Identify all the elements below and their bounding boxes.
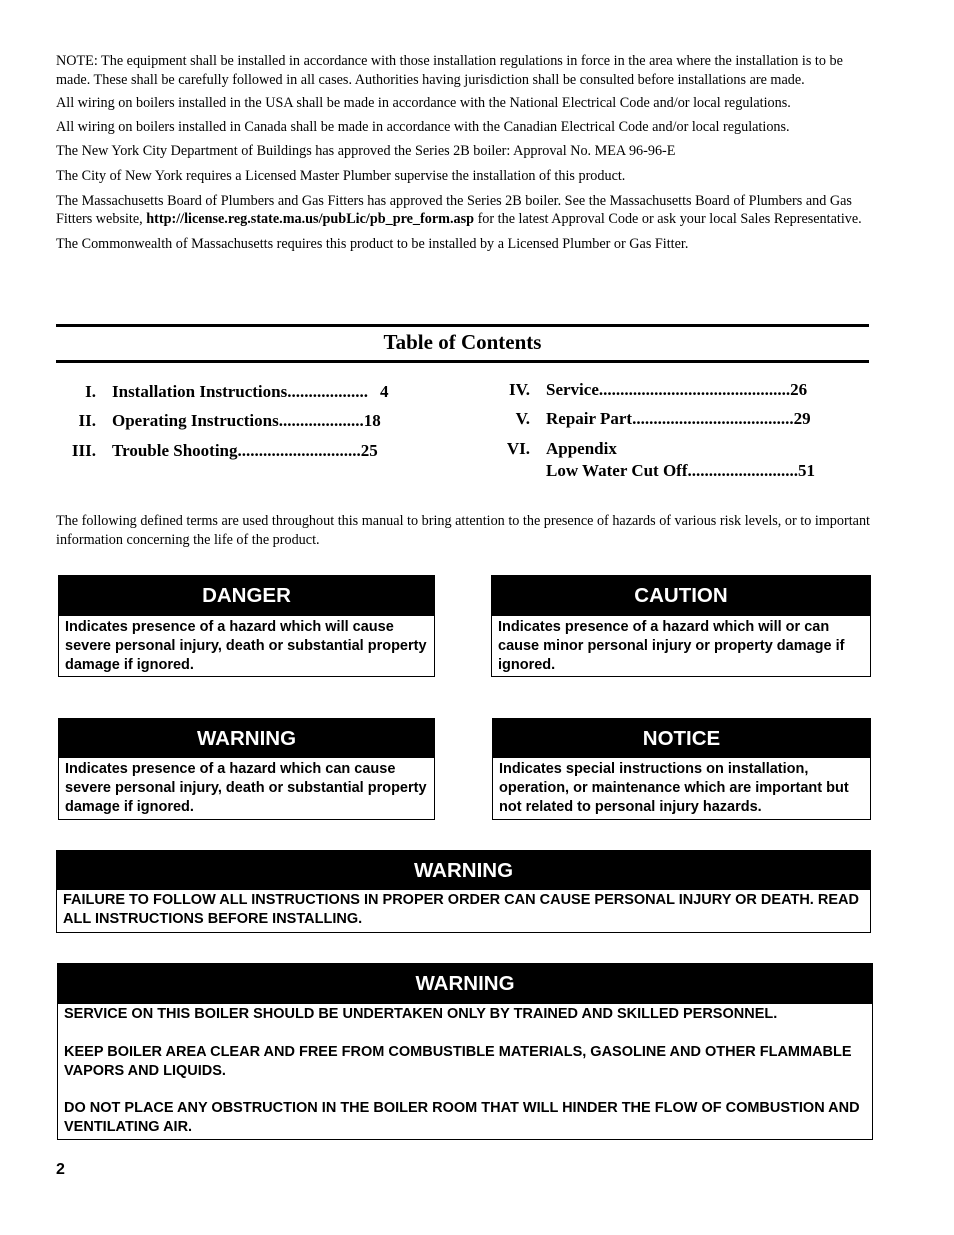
warning-service-text <box>58 1004 872 1137</box>
notice-text: Indicates special instructions on installation, operation, or maintenance which are important but not related to personal injury hazards. <box>499 761 849 815</box>
ma-note-text-after: for the latest Approval Code or ask your local Sales Representative. <box>474 211 862 228</box>
caution-box <box>491 575 871 677</box>
toc-entry-leader: .................... <box>278 411 364 430</box>
toc-entry-number: IV. <box>509 380 530 399</box>
danger-text: Indicates presence of a hazard which will cause severe personal injury, death or substantial property damage if ignored. <box>65 619 427 673</box>
caution-title: CAUTION <box>492 576 870 616</box>
toc-entry-leader: ................... <box>287 382 368 401</box>
note-nyc-approval: The New York City Department of Buildings has approved the Series 2B boiler: Approval No. MEA 96-96-E <box>56 143 676 160</box>
warning-definition-text: Indicates presence of a hazard which can cause severe personal injury, death or substantial property damage if ignored. <box>65 761 427 815</box>
warning-instructions-order-title: WARNING <box>57 851 870 890</box>
note-usa-wiring: All wiring on boilers installed in the USA shall be made in accordance with the National Electrical Code and/or local regulations. <box>56 95 791 112</box>
toc-entry-page: 29 <box>793 409 811 428</box>
danger-box <box>58 575 435 677</box>
toc-entry-page: 4 <box>379 382 389 401</box>
notice-box <box>492 718 871 820</box>
toc-entry-page: 18 <box>363 411 381 430</box>
caution-text: Indicates presence of a hazard which will or can cause minor personal injury or property damage if ignored. <box>498 619 845 673</box>
toc-entry-label: Service <box>546 380 599 399</box>
warning-service-line: DO NOT PLACE ANY OBSTRUCTION IN THE BOILER ROOM THAT WILL HINDER THE FLOW OF COMBUSTION AND VENTILATING AIR. <box>64 1100 860 1135</box>
note-installation-regulations: NOTE: The equipment shall be installed in accordance with those installation regulations in force in the area where the installation is to be made. These shall be carefully followed in all cases. Authorities having jurisdiction shall be consulted before installations are made. <box>56 53 843 88</box>
warning-definition-title: WARNING <box>59 719 434 758</box>
toc-entry-number: II. <box>78 411 96 430</box>
defined-terms-intro: The following defined terms are used throughout this manual to bring attention to the presence of hazards of various risk levels, or to important information concerning the life of the product. <box>56 513 870 548</box>
toc-entry-number: V. <box>515 409 530 428</box>
warning-definition-box <box>58 718 435 820</box>
toc-entry[interactable] <box>60 382 388 402</box>
toc-entry-leader: ............................................. <box>598 380 791 399</box>
note-commonwealth-plumber: The Commonwealth of Massachusetts requires this product to be installed by a Licensed Plumber or Gas Fitter. <box>56 235 689 252</box>
ma-note-text-before: The Massachusetts Board of Plumbers and Gas Fitters has approved the Series 2B boiler. See the Massachusetts Board of Plumbers and Gas Fitters website, <box>56 192 852 228</box>
toc-entry[interactable] <box>494 409 811 429</box>
toc-entry-page: 51 <box>798 461 816 480</box>
toc-title: Table of Contents <box>383 330 542 354</box>
ma-board-url-link[interactable]: http://license.reg.state.ma.us/pubLic/pb_pre_form.asp <box>146 211 475 228</box>
toc-bottom-rule <box>56 360 869 363</box>
toc-entry-label: Low Water Cut Off <box>546 461 688 480</box>
note-nyc-plumber: The City of New York requires a Licensed Master Plumber supervise the installation of this product. <box>56 167 626 184</box>
toc-entry-number <box>494 461 530 481</box>
warning-service-line: SERVICE ON THIS BOILER SHOULD BE UNDERTAKEN ONLY BY TRAINED AND SKILLED PERSONNEL. <box>64 1006 778 1022</box>
note-canada-wiring: All wiring on boilers installed in Canada shall be made in accordance with the Canadian Electrical Code and/or local regulations. <box>56 118 790 135</box>
toc-entry-leader: ............................. <box>237 441 361 460</box>
toc-entry-leader: ...................................... <box>632 409 794 428</box>
toc-top-rule <box>56 324 869 327</box>
toc-entry-label: Trouble Shooting <box>112 441 238 460</box>
toc-entry-number: I. <box>85 382 96 401</box>
toc-entry[interactable] <box>60 411 381 431</box>
warning-instructions-order-box <box>56 850 871 933</box>
toc-entry-page: 25 <box>360 441 378 460</box>
toc-entry-leader: .......................... <box>687 461 799 480</box>
note-massachusetts-approval <box>56 192 871 229</box>
installation-notes <box>56 52 871 258</box>
toc-entry-label: Operating Instructions <box>112 411 279 430</box>
toc-entry[interactable] <box>60 441 378 461</box>
page-number: 2 <box>56 1161 65 1178</box>
toc-entry-label: Installation Instructions <box>112 382 288 401</box>
danger-title: DANGER <box>59 576 434 616</box>
toc-entry-label: Appendix <box>546 439 617 458</box>
toc-entry[interactable] <box>494 461 815 481</box>
toc-entry-number: III. <box>71 441 96 460</box>
warning-service-title: WARNING <box>58 964 872 1004</box>
toc-entry-page: 26 <box>790 380 808 399</box>
warning-service-box <box>57 963 873 1140</box>
toc-entry[interactable] <box>494 439 617 459</box>
notice-title: NOTICE <box>493 719 870 758</box>
toc-entry[interactable] <box>494 380 807 400</box>
warning-service-line: KEEP BOILER AREA CLEAR AND FREE FROM COMBUSTIBLE MATERIALS, GASOLINE AND OTHER FLAMMABLE VAPORS AND LIQUIDS. <box>64 1043 852 1079</box>
toc-entry-number: VI. <box>506 439 530 458</box>
toc-entry-label: Repair Part <box>546 409 633 428</box>
warning-instructions-order-text: FAILURE TO FOLLOW ALL INSTRUCTIONS IN PROPER ORDER CAN CAUSE PERSONAL INJURY OR DEATH. READ ALL INSTRUCTIONS BEFORE INSTALLING. <box>63 892 859 927</box>
